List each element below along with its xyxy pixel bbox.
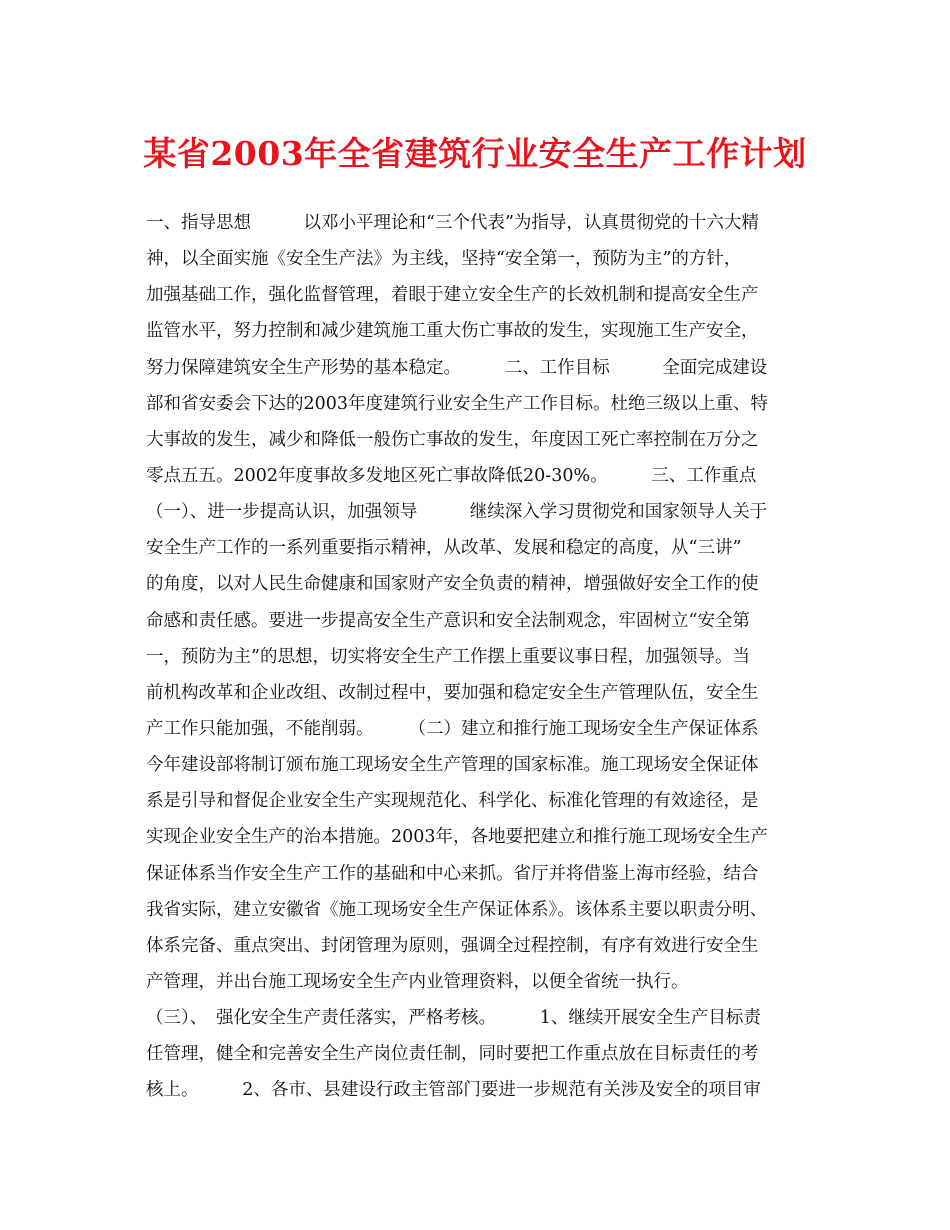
body-line: （三）、 强化安全生产责任落实，严格考核。 1、继续开展安全生产目标责 — [146, 1008, 761, 1029]
body-line: 系是引导和督促企业安全生产实现规范化、科学化、标准化管理的有效途径，是 — [146, 791, 759, 812]
body-line: 命感和责任感。要进一步提高安全生产意识和安全法制观念，牢固树立“安全第 — [146, 610, 750, 631]
body-line: 监管水平，努力控制和减少建筑施工重大伤亡事故的发生，实现施工生产安全， — [146, 321, 759, 342]
body-line: 安全生产工作的一系列重要指示精神，从改革、发展和稳定的高度，从“三讲” — [146, 538, 742, 559]
body-line: 努力保障建筑安全生产形势的基本稳定。 二、工作目标 全面完成建设 — [146, 357, 768, 378]
body-line: 实现企业安全生产的治本措施。2003年，各地要把建立和推行施工现场安全生产 — [146, 827, 769, 848]
body-line: 产管理，并出台施工现场安全生产内业管理资料，以便全省统一执行。 — [146, 971, 689, 992]
body-line: 零点五五。2002年度事故多发地区死亡事故降低20-30%。 三、工作重点 — [146, 465, 757, 486]
body-line: 大事故的发生，减少和降低一般伤亡事故的发生，年度因工死亡率控制在万分之 — [146, 429, 759, 450]
body-line: 我省实际，建立安徽省《施工现场安全生产保证体系》。该体系主要以职责分明、 — [146, 899, 768, 920]
body-line: 今年建设部将制订颁布施工现场安全生产管理的国家标准。施工现场安全保证体 — [146, 755, 759, 776]
body-line: 一，预防为主”的思想，切实将安全生产工作摆上重要议事日程，加强领导。当 — [146, 646, 750, 667]
body-line: 前机构改革和企业改组、改制过程中，要加强和稳定安全生产管理队伍，安全生 — [146, 682, 759, 703]
body-line: 任管理，健全和完善安全生产岗位责任制，同时要把工作重点放在目标责任的考 — [146, 1044, 759, 1065]
document-body — [146, 205, 816, 1109]
body-line: 的角度，以对人民生命健康和国家财产安全负责的精神，增强做好安全工作的使 — [146, 574, 759, 595]
body-line: （一）、进一步提高认识，加强领导 继续深入学习贯彻党和国家领导人关于 — [146, 502, 768, 523]
body-line: 神，以全面实施《安全生产法》为主线，坚持“安全第一，预防为主”的方针， — [146, 249, 742, 270]
body-line: 一、指导思想 以邓小平理论和“三个代表”为指导，认真贯彻党的十六大精 — [146, 213, 759, 233]
body-line: 体系完备、重点突出、封闭管理为原则，强调全过程控制，有序有效进行安全生 — [146, 935, 759, 956]
body-line: 加强基础工作，强化监督管理，着眼于建立安全生产的长效机制和提高安全生产 — [146, 285, 759, 306]
document-title: 某省2003年全省建筑行业安全生产工作计划 — [143, 134, 807, 173]
body-line: 保证体系当作安全生产工作的基础和中心来抓。省厅并将借鉴上海市经验，结合 — [146, 863, 759, 884]
body-line: 核上。 2、各市、县建设行政主管部门要进一步规范有关涉及安全的项目审 — [146, 1080, 761, 1101]
body-line: 产工作只能加强，不能削弱。 （二）建立和推行施工现场安全生产保证体系 — [146, 718, 759, 739]
body-line: 部和省安委会下达的2003年度建筑行业安全生产工作目标。杜绝三级以上重、特 — [146, 393, 769, 414]
